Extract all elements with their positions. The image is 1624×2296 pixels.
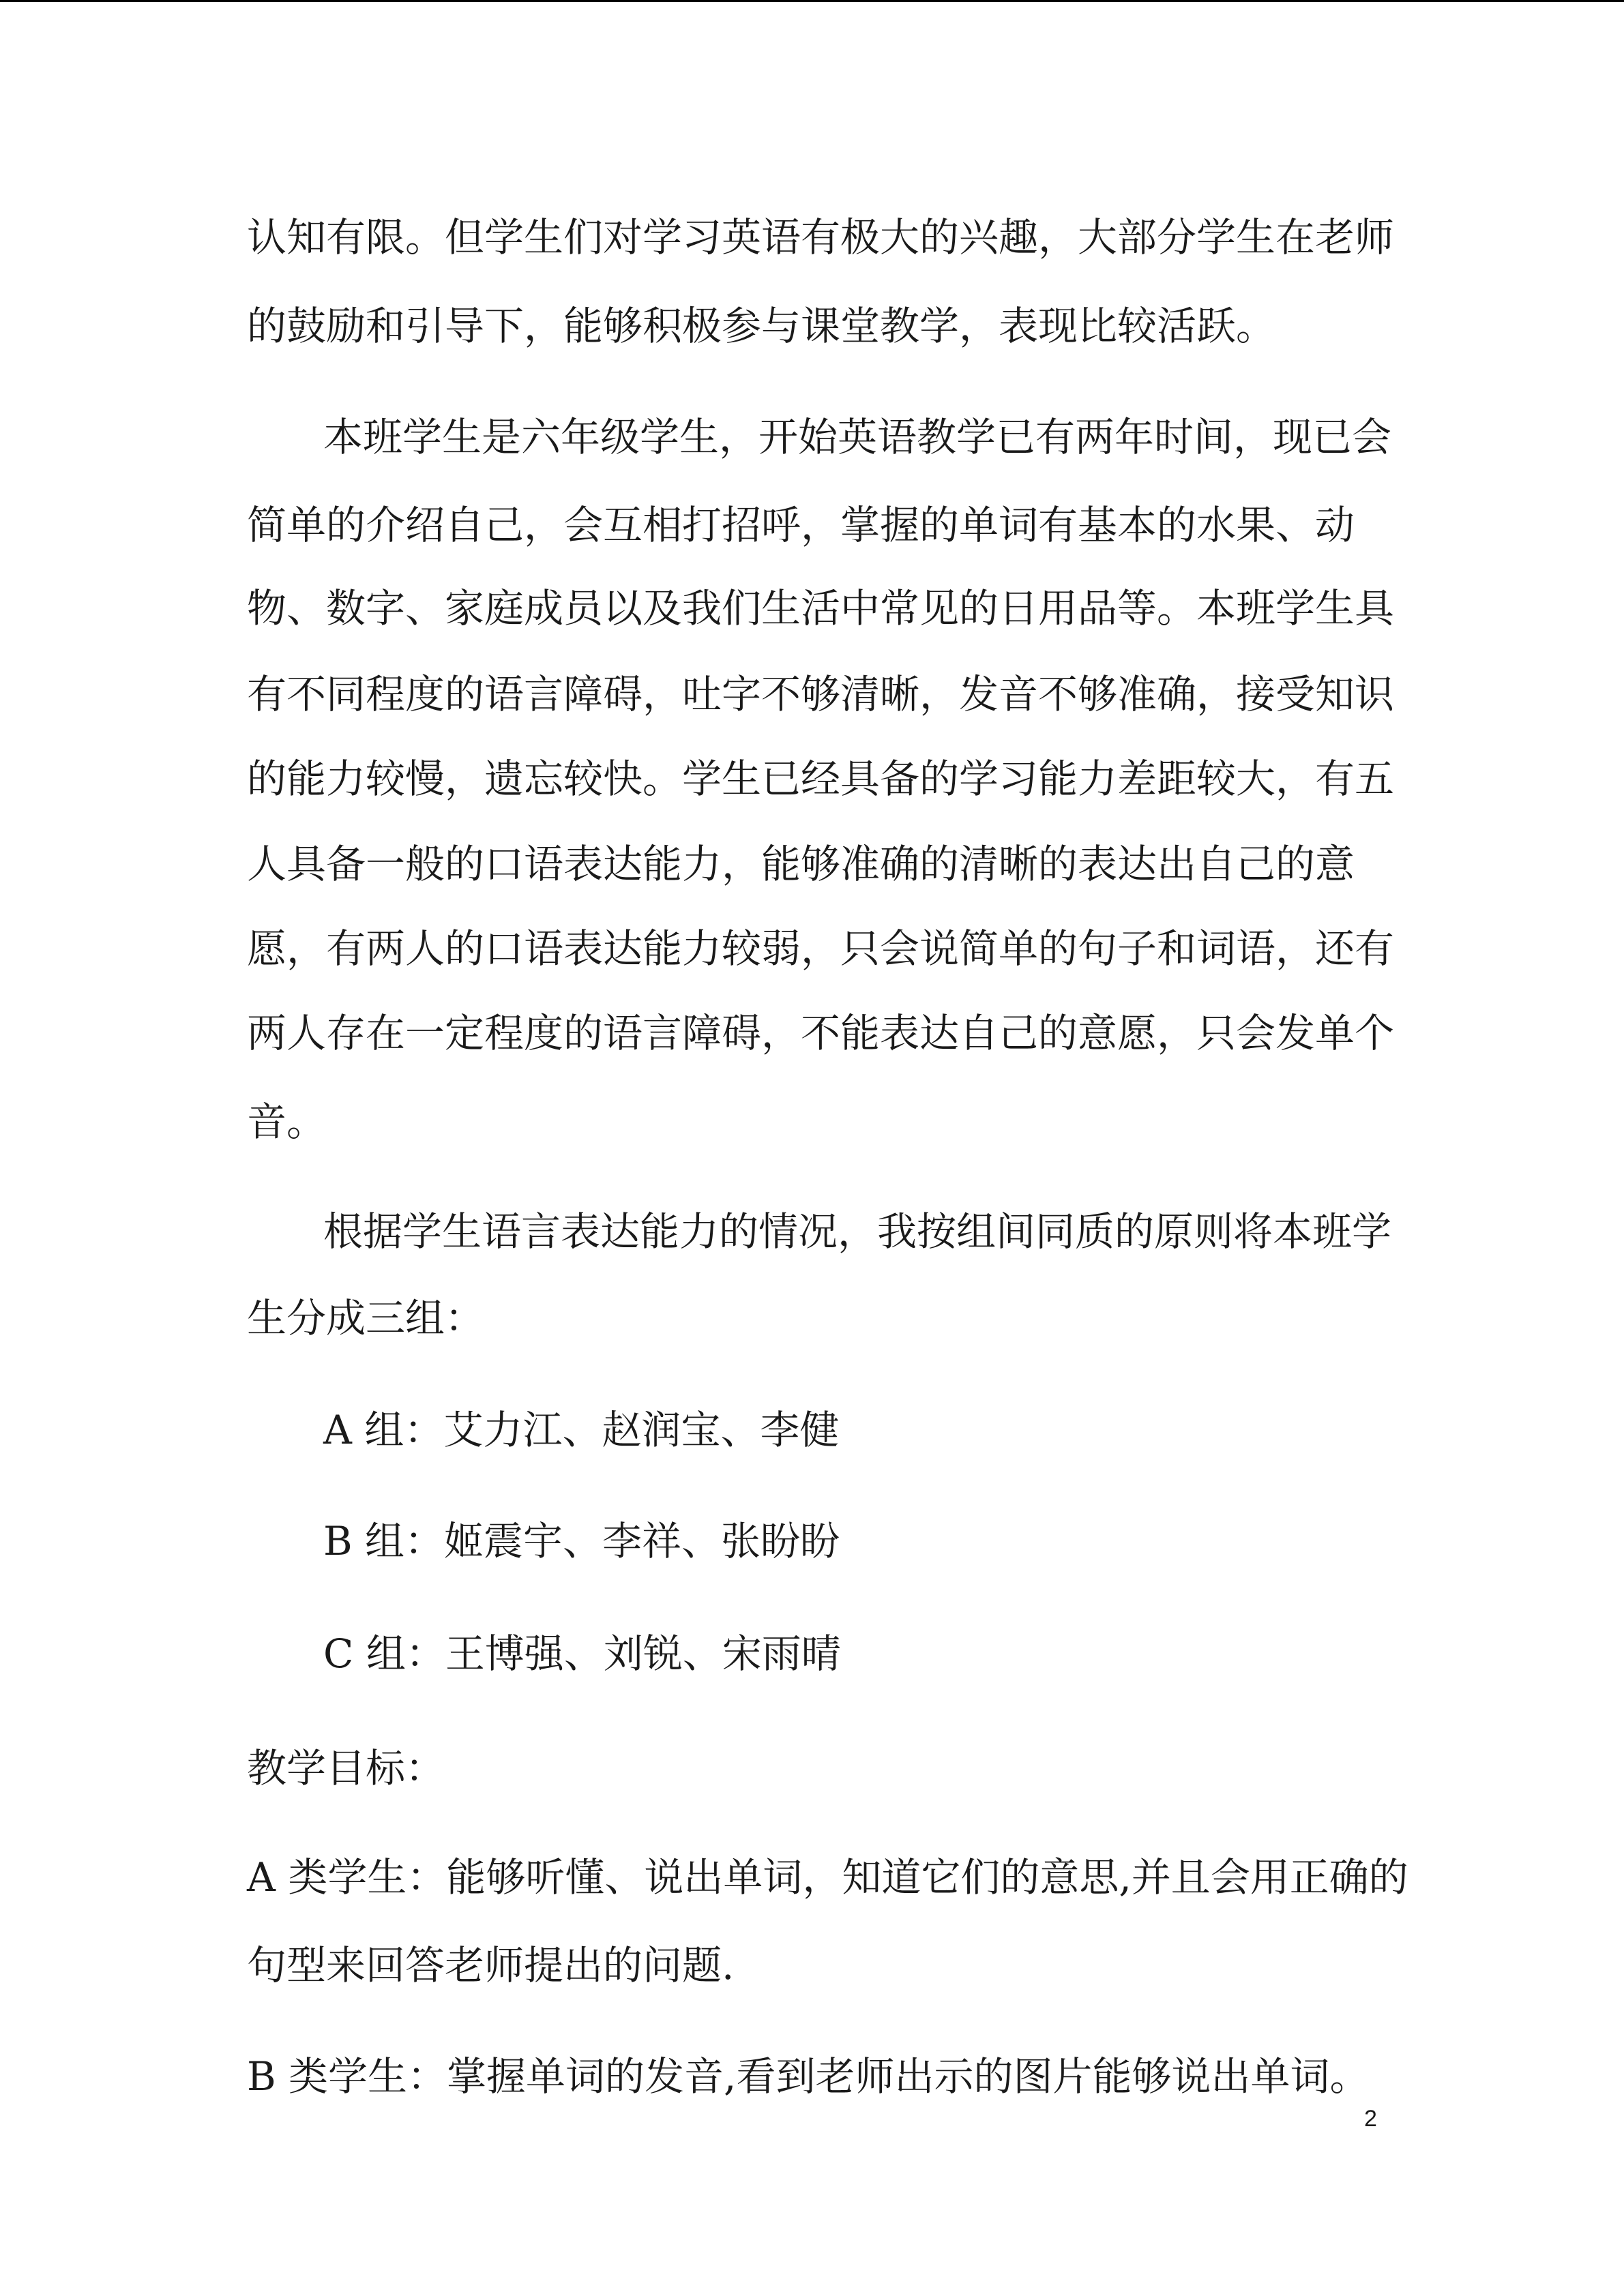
paragraph-2-line-8: 两人存在一定程度的语言障碍，不能表达自己的意愿，只会发单个 — [247, 1010, 1395, 1056]
goal-a-line-2: 句型来回答老师提出的问题. — [247, 1942, 735, 1988]
paragraph-2-line-1: 本班学生是六年级学生，开始英语教学已有两年时间，现已会 — [323, 414, 1392, 460]
group-a: A 组：艾力江、赵润宝、李健 — [323, 1407, 840, 1453]
paragraph-3-line-2: 生分成三组： — [247, 1295, 485, 1341]
paragraph-1-line-1: 认知有限。但学生们对学习英语有极大的兴趣，大部分学生在老师 — [247, 214, 1395, 260]
paragraph-2-line-9: 音。 — [247, 1099, 327, 1145]
paragraph-2-line-3: 物、数字、家庭成员以及我们生活中常见的日用品等。本班学生具 — [247, 585, 1395, 631]
group-c: C 组：王博强、刘锐、宋雨晴 — [323, 1630, 841, 1677]
paragraph-3-line-1: 根据学生语言表达能力的情况，我按组间同质的原则将本班学 — [323, 1208, 1392, 1255]
goal-b: B 类学生：掌握单词的发音,看到老师出示的图片能够说出单词。 — [247, 2053, 1370, 2100]
page-number: 2 — [1364, 2106, 1377, 2132]
goal-a-line-1: A 类学生：能够听懂、说出单词，知道它们的意思,并且会用正确的 — [247, 1854, 1408, 1900]
paragraph-2-line-5: 的能力较慢，遗忘较快。学生已经具备的学习能力差距较大，有五 — [247, 756, 1395, 802]
group-b: B 组：姬震宇、李祥、张盼盼 — [323, 1518, 840, 1564]
paragraph-2-line-4: 有不同程度的语言障碍，吐字不够清晰，发音不够准确，接受知识 — [247, 671, 1395, 717]
paragraph-2-line-7: 愿，有两人的口语表达能力较弱，只会说简单的句子和词语，还有 — [247, 925, 1395, 972]
top-border-line — [0, 0, 1624, 2]
goals-heading: 教学目标： — [247, 1745, 445, 1791]
paragraph-1-line-2: 的鼓励和引导下，能够积极参与课堂教学，表现比较活跃。 — [247, 303, 1276, 349]
paragraph-2-line-2: 简单的介绍自己，会互相打招呼，掌握的单词有基本的水果、动 — [247, 502, 1355, 548]
paragraph-2-line-6: 人具备一般的口语表达能力，能够准确的清晰的表达出自己的意 — [247, 841, 1355, 887]
